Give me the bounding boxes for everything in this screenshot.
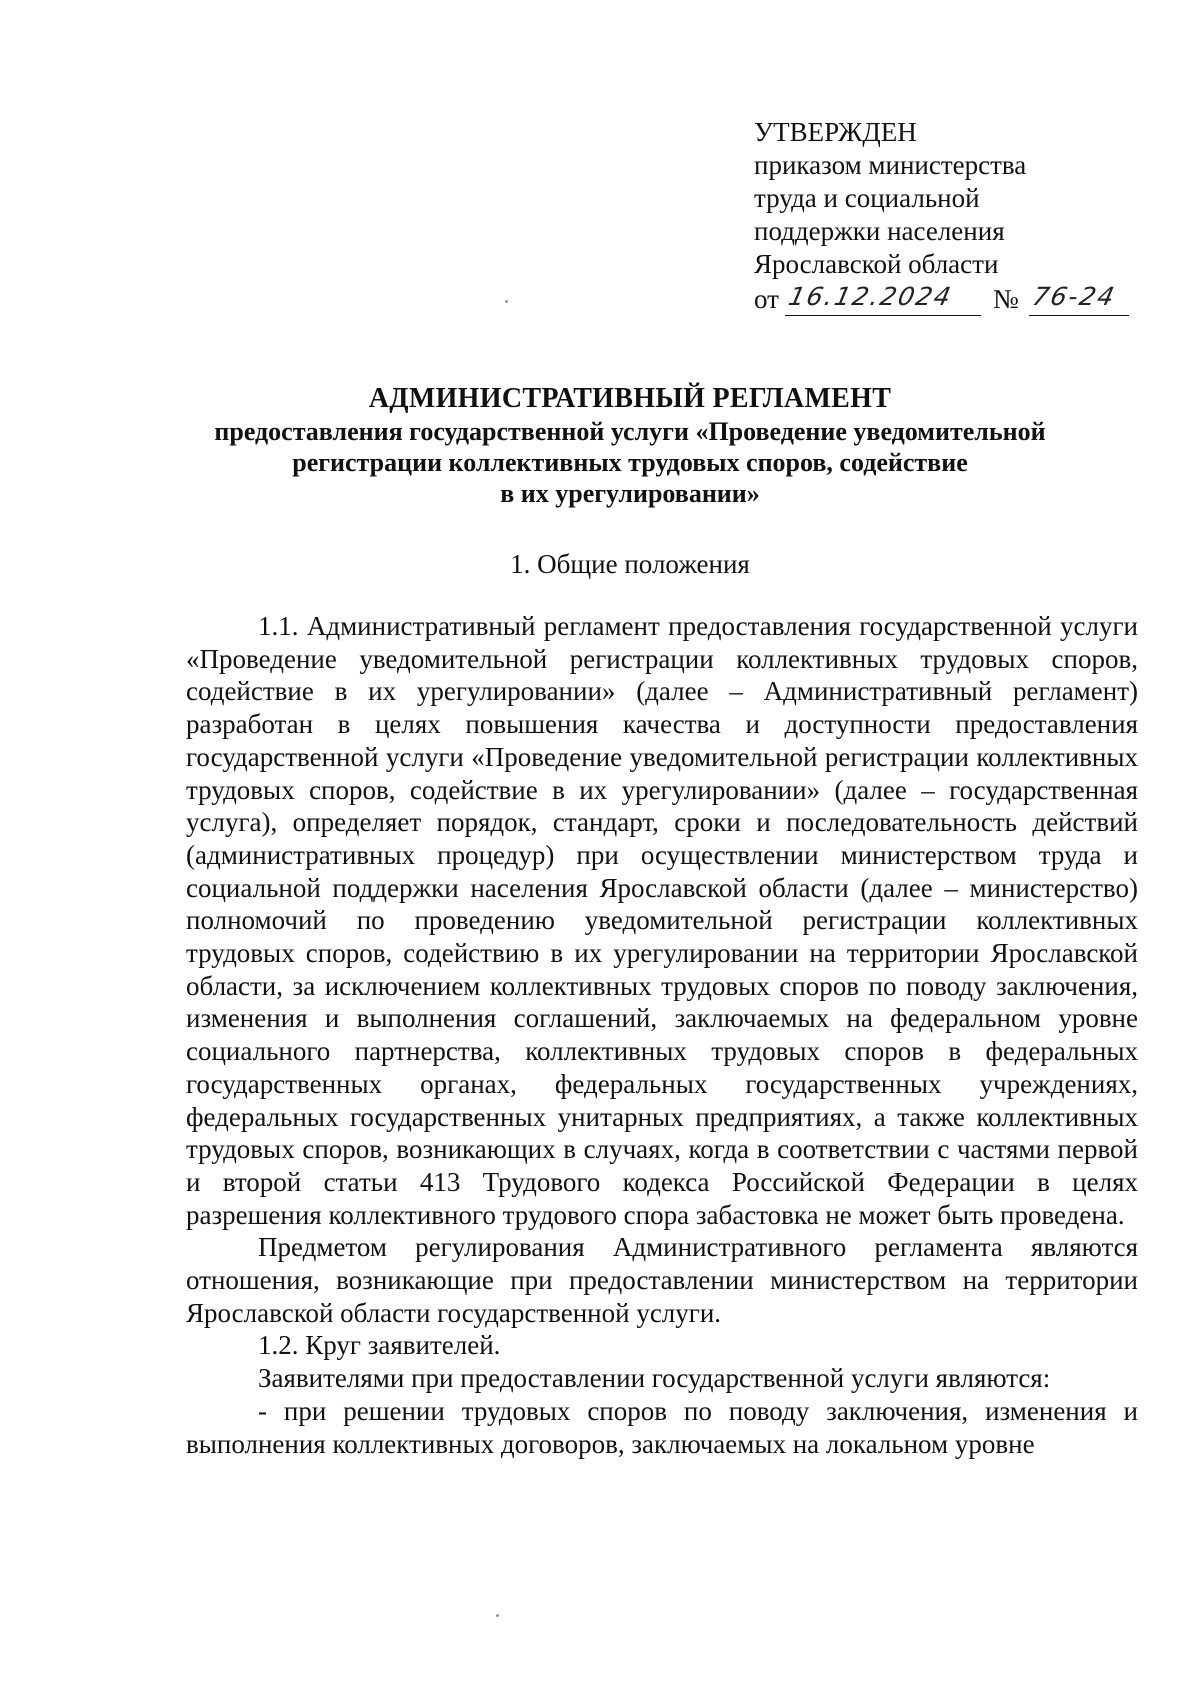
scan-speck xyxy=(505,300,508,303)
approval-heading: УТВЕРЖДЕН xyxy=(754,117,917,147)
approval-line: Ярославской области xyxy=(754,249,999,279)
number-sign: № xyxy=(992,284,1019,314)
title-subtitle-line: регистрации коллективных трудовых споров, содействие xyxy=(292,448,968,477)
paragraph: 1.1. Административный регламент предоставления государственной услуги «Проведение уведомительной регистрации коллективных трудовых споров, содействие в их урегулировании» (далее – Административный регламент) разработан в целях повышения качества и доступности предоставления государственной услуги «Проведение уведомительной регистрации коллективных трудовых споров, содействие в их урегулировании» (далее – государственная услуга), определяет порядок, стандарт, сроки и последовательность действий (административных процедур) при осуществлении министерством труда и социальной поддержки населения Ярославской области (далее – министерство) полномочий по проведению уведомительной регистрации коллективных трудовых споров, содействию в их урегулировании на территории Ярославской области, за исключением коллективных трудовых споров по поводу заключения, изменения и выполнения соглашений, заключаемых на федеральном уровне социального партнерства, коллективных трудовых споров в федеральных государственных органах, федеральных государственных учреждениях, федеральных государственных унитарных предприятиях, а также коллективных трудовых споров, возникающих в случаях, когда в соответствии с частями первой и второй статьи 413 Трудового кодекса Российской Федерации в целях разрешения коллективного трудового спора забастовка не может быть проведена. xyxy=(186,611,1138,1230)
date-prefix: от xyxy=(754,284,779,314)
title-subtitle-line: предоставления государственной услуги «Проведение уведомительной xyxy=(214,417,1046,446)
approval-line: приказом министерства xyxy=(754,150,1027,180)
paragraph: Заявителями при предоставлении государственной услуги являются: xyxy=(258,1363,1051,1394)
paragraph: - при решении трудовых споров по поводу заключения, изменения и выполнения коллективных договоров, заключаемых на локальном уровне xyxy=(186,1395,1138,1459)
section-heading: 1. Общие положения xyxy=(510,549,750,579)
handwritten-number: 76-24 xyxy=(1029,282,1119,311)
approval-date-number-line xyxy=(754,283,1154,316)
date-blank xyxy=(785,282,981,316)
body-text xyxy=(186,610,1138,1460)
paragraph: 1.2. Круг заявителей. xyxy=(258,1330,501,1361)
handwritten-date: 16.12.2024 xyxy=(785,282,956,311)
approval-line: поддержки населения xyxy=(754,216,1005,246)
approval-stamp-block xyxy=(754,116,1154,316)
title-subtitle-line: в их урегулировании» xyxy=(500,479,760,508)
paragraph: Предметом регулирования Административного регламента являются отношения, возникающие при предоставлении министерством на территории Ярославской области государственной услуги. xyxy=(186,1232,1138,1328)
approval-line: труда и социальной xyxy=(754,183,980,213)
number-blank xyxy=(1029,282,1129,316)
title-main: АДМИНИСТРАТИВНЫЙ РЕГЛАМЕНТ xyxy=(368,383,892,414)
scan-speck xyxy=(496,1614,499,1617)
document-title xyxy=(150,382,1110,509)
